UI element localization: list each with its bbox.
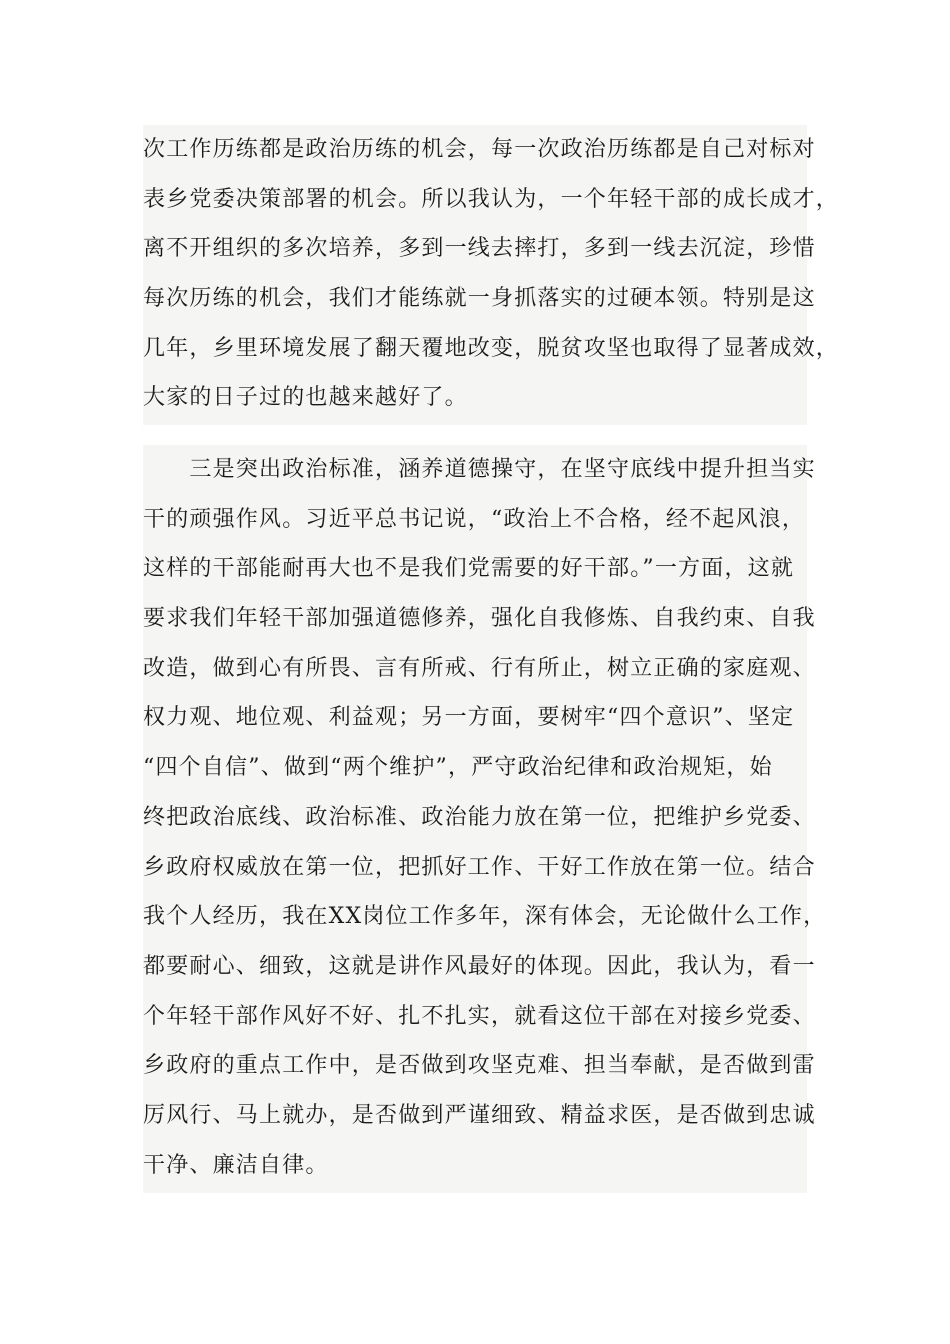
paragraph-line: 终把政治底线、政治标准、政治能力放在第一位，把维护乡党委、: [143, 804, 816, 830]
paragraph-line: 几年，乡里环境发展了翻天覆地改变，脱贫攻坚也取得了显著成效，: [143, 335, 840, 361]
paragraph-line: 乡政府权威放在第一位，把抓好工作、干好工作放在第一位。结合: [143, 854, 816, 880]
paragraph-line: “四个自信”、做到“两个维护”，严守政治纪律和政治规矩，始: [143, 755, 773, 781]
paragraph-line: 干的顽强作风。习近平总书记说，“政治上不合格，经不起风浪，: [143, 506, 806, 532]
paragraph-line: 三是突出政治标准，涵养道德操守，在坚守底线中提升担当实: [143, 457, 816, 482]
paragraph-line: 表乡党委决策部署的机会。所以我认为，一个年轻干部的成长成才，: [143, 186, 840, 212]
paragraph-line: 干净、廉洁自律。: [143, 1152, 329, 1178]
paragraph-line: 这样的干部能耐再大也不是我们党需要的好干部。”一方面，这就: [143, 556, 795, 582]
paragraph-line: 离不开组织的多次培养，多到一线去摔打，多到一线去沉淀，珍惜: [143, 236, 816, 262]
paragraph-line: 每次历练的机会，我们才能练就一身抓落实的过硬本领。特别是这: [143, 286, 816, 312]
paragraph-line: 次工作历练都是政治历练的机会，每一次政治历练都是自己对标对: [143, 137, 816, 162]
paragraph-line: 乡政府的重点工作中，是否做到攻坚克难、担当奉献，是否做到雷: [143, 1053, 816, 1079]
paragraph-2: [143, 445, 827, 1193]
paragraph-line: 权力观、地位观、利益观；另一方面，要树牢“四个意识”、坚定: [143, 705, 795, 731]
paragraph-line: 都要耐心、细致，这就是讲作风最好的体现。因此，我认为，看一: [143, 953, 816, 979]
paragraph-line: 我个人经历，我在XX岗位工作多年，深有体会，无论做什么工作，: [143, 904, 827, 930]
paragraph-line: 大家的日子过的也越来越好了。: [143, 385, 468, 411]
paragraph-line: 改造，做到心有所畏、言有所戒、行有所止，树立正确的家庭观、: [143, 655, 816, 681]
paragraph-line: 要求我们年轻干部加强道德修养，强化自我修炼、自我约束、自我: [143, 606, 816, 632]
paragraph-1: [143, 125, 840, 425]
paragraph-line: 个年轻干部作风好不好、扎不扎实，就看这位干部在对接乡党委、: [143, 1003, 816, 1029]
paragraph-line: 厉风行、马上就办，是否做到严谨细致、精益求医，是否做到忠诚: [143, 1102, 816, 1128]
